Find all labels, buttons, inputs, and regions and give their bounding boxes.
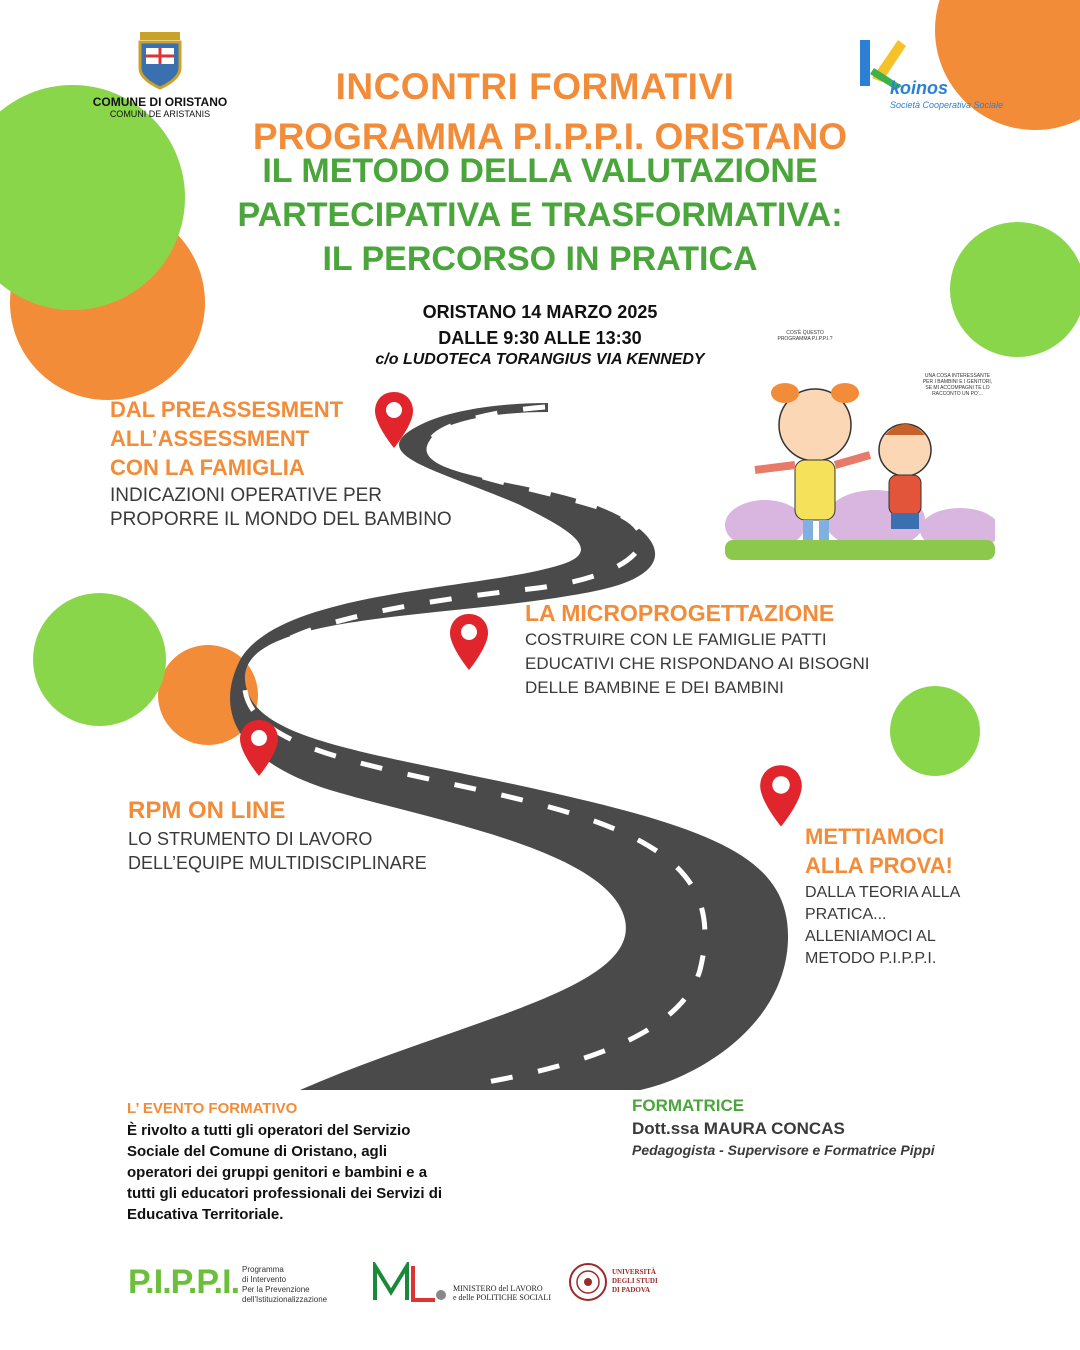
event-time: DALLE 9:30 ALLE 13:30	[438, 328, 642, 348]
speech-bubble-boy: UNA COSA INTERESSANTE PER I BAMBINI E I GENITORI, SE MI ACCOMPAGNI TE LO RACCONTO UN PO'...	[922, 373, 993, 397]
audience-text: operatori dei gruppi genitori e bambini e a	[127, 1164, 428, 1181]
ministry-logo	[373, 1262, 553, 1302]
subtitle-line-1: IL METODO DELLA VALUTAZIONE	[262, 152, 818, 190]
ministry-ml-icon	[373, 1262, 449, 1302]
stop-description: INDICAZIONI OPERATIVE PER	[110, 485, 383, 506]
stop-title: RPM ON LINE	[128, 797, 286, 824]
kids-illustration	[725, 325, 995, 565]
audience-text: Sociale del Comune di Oristano, agli	[127, 1143, 388, 1160]
stop-rpm-online	[128, 796, 528, 875]
map-pin-icon	[758, 762, 804, 832]
map-pin-icon	[238, 718, 280, 780]
pippi-caption	[242, 1265, 327, 1305]
stop-title: ALL’ASSESSMENT	[110, 426, 310, 451]
speech-bubble-girl: COS'È QUESTO PROGRAMMA P.I.P.P.I.?	[777, 330, 833, 342]
audience-text: È rivolto a tutti gli operatori del Servizio	[127, 1122, 411, 1139]
stop-description: EDUCATIVI CHE RISPONDANO AI BISOGNI	[525, 654, 870, 673]
stop-description: DELLE BAMBINE E DEI BAMBINI	[525, 678, 784, 697]
trainer-heading: FORMATRICE	[632, 1096, 745, 1115]
trainer-name: Dott.ssa MAURA CONCAS	[632, 1119, 845, 1138]
stop-mettiamoci	[805, 822, 1065, 970]
university-seal-icon	[568, 1262, 608, 1302]
trainer-section	[632, 1096, 1032, 1158]
audience-text: tutti gli educatori professionali dei Servizi di	[127, 1185, 443, 1202]
title-line-2: PROGRAMMA P.I.P.P.I. ORISTANO	[252, 116, 848, 157]
event-date: ORISTANO 14 MARZO 2025	[422, 302, 658, 322]
university-text-line: DEGLI STUDI	[612, 1277, 658, 1285]
trainer-role: Pedagogista - Supervisore e Formatrice Pippi	[632, 1142, 935, 1158]
ministry-text	[453, 1284, 551, 1302]
municipality-sub: COMUNI DE ARISTANIS	[109, 109, 211, 119]
stop-description: PROPORRE IL MONDO DEL BAMBINO	[110, 509, 452, 530]
stop-title: LA MICROPROGETTAZIONE	[525, 600, 835, 626]
event-venue: c/o LUDOTECA TORANGIUS VIA KENNEDY	[375, 351, 705, 368]
pippi-wordmark: P.I.P.P.I.	[128, 1263, 240, 1301]
university-text-line: DI PADOVA	[612, 1286, 651, 1294]
ministry-text-line: e delle POLITICHE SOCIALI	[453, 1293, 551, 1302]
stop-description: COSTRUIRE CON LE FAMIGLIE PATTI	[525, 630, 827, 649]
stop-description: DALLA TEORIA ALLA	[805, 884, 961, 901]
stop-description: LO STRUMENTO DI LAVORO	[128, 829, 373, 849]
university-logo	[568, 1262, 668, 1302]
stop-microprogettazione	[525, 599, 955, 700]
stop-description: ALLENIAMOCI AL	[805, 928, 936, 945]
stop-title: ALLA PROVA!	[805, 853, 953, 878]
municipality-name: COMUNE DI ORISTANO	[92, 95, 228, 109]
pippi-caption-line: dell'Istituzionalizzazione	[242, 1295, 328, 1304]
stop-title: CON LA FAMIGLIA	[110, 455, 305, 480]
stop-title: DAL PREASSESMENT	[110, 397, 344, 422]
ministry-text-line: MINISTERO del LAVORO	[453, 1284, 543, 1293]
stop-title: METTIAMOCI	[805, 824, 945, 849]
pippi-caption-line: Per la Prevenzione	[242, 1285, 310, 1294]
pippi-logo	[128, 1263, 338, 1313]
university-text	[612, 1268, 658, 1295]
subtitle-line-2: PARTECIPATIVA E TRASFORMATIVA:	[237, 196, 843, 234]
subtitle-line-3: IL PERCORSO IN PRATICA	[322, 240, 758, 278]
pippi-caption-line: Programma	[242, 1265, 284, 1274]
pippi-caption-line: di Intervento	[242, 1275, 287, 1284]
audience-section	[127, 1100, 527, 1225]
audience-text: Educativa Territoriale.	[127, 1206, 284, 1223]
stop-description: DELL’EQUIPE MULTIDISCIPLINARE	[128, 853, 427, 873]
audience-heading: L’ EVENTO FORMATIVO	[127, 1100, 298, 1117]
stop-preassessment	[110, 395, 550, 532]
stop-description: METODO P.I.P.P.I.	[805, 950, 937, 967]
koinos-name: koinos	[890, 78, 949, 98]
title-line-1: INCONTRI FORMATIVI	[335, 66, 735, 107]
map-pin-icon	[448, 612, 490, 674]
university-text-line: UNIVERSITÀ	[612, 1268, 656, 1276]
stop-description: PRATICA...	[805, 906, 887, 923]
koinos-sub: Società Cooperativa Sociale	[890, 100, 1004, 110]
